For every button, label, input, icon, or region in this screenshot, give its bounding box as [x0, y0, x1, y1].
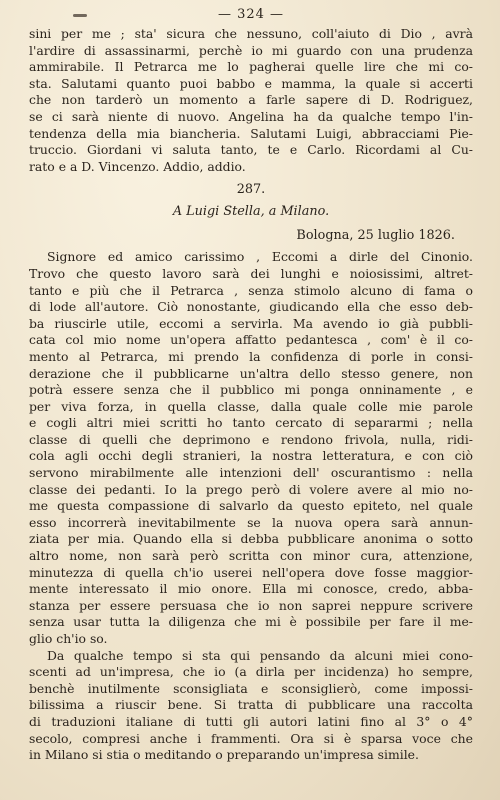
text-line: e cogli altri miei scritti ho tanto cercato di separarmi ; nella [29, 415, 473, 431]
text-line: classe di quelli che deprimono e rendono frivola, nulla, ridi- [29, 431, 473, 447]
page-header [29, 4, 473, 26]
letter-dateline: Bologna, 25 luglio 1826. [296, 228, 455, 244]
text-line: mento al Petrarca, mi prendo la confidenza di porle in consi- [29, 348, 473, 364]
text-line: Da qualche tempo si sta qui pensando da alcuni miei cono- [47, 647, 473, 663]
page-number: — 324 — [217, 7, 285, 22]
text-line: per viva forza, in quella classe, dalla quale colle mie parole [29, 398, 473, 414]
text-line: glio ch'io so. [29, 631, 108, 646]
text-line: benchè inutilmente sconsigliata e sconsiglierò, come impossi- [29, 680, 473, 696]
letter-addressee: A Luigi Stella, a Milano. [172, 204, 330, 220]
text-line: ziata per mia. Quando ella si debba pubblicare anonima o sotto [29, 531, 473, 547]
text-line: tendenza della mia biancheria. Salutami Luigi, abbracciami Pie- [29, 125, 473, 141]
text-line: cata col mio nome un'opera affatto pedantesca , com' è il co- [29, 332, 473, 348]
text-line: scenti ad un'impresa, che io (a dirla per incidenza) ho sempre, [29, 664, 473, 680]
paragraph-letter-body-2 [29, 648, 473, 764]
text-line: sta. Salutami quanto puoi babbo e mamma, la quale si accerti [29, 75, 473, 91]
text-line: derazione che il pubblicarne un'altra dello stesso genere, non [29, 365, 473, 381]
text-line: se ci sarà niente di nuovo. Angelina ha da qualche tempo l'in- [29, 108, 473, 124]
letter-number: 287. [236, 182, 266, 198]
text-line: tanto e più che il Petrarca , senza stimolo alcuno di fama o [29, 282, 473, 298]
text-line: cola agli occhi degli stranieri, la nostra letteratura, e con ciò [29, 448, 473, 464]
text-line: sini per me ; sta' sicura che nessuno, coll'aiuto di Dio , avrà [29, 26, 473, 41]
text-line: ba riuscirle utile, eccomi a servirla. Ma avendo io già pubbli- [29, 315, 473, 331]
text-line: esso incorrerà inevitabilmente se la nuova opera sarà annun- [29, 514, 473, 530]
text-line: classe dei pedanti. Io la prego però di volere avere al mio no- [29, 481, 473, 497]
text-line: bilissima a riuscir bene. Si tratta di pubblicare una raccolta [29, 697, 473, 713]
text-line: secolo, compresi anche i frammenti. Ora si è sparsa voce che [29, 730, 473, 746]
paragraph-letter-body-1 [29, 249, 473, 647]
text-line: truccio. Giordani vi saluta tanto, te e Carlo. Ricordami al Cu- [29, 142, 473, 158]
text-line: ammirabile. Il Petrarca me lo pagherai quelle lire che mi co- [29, 59, 473, 75]
book-page [29, 4, 473, 764]
text-line: senza usar tutta la diligenza che mi è possibile per fare il me- [29, 614, 473, 630]
text-line: rato e a D. Vincenzo. Addio, addio. [29, 158, 246, 174]
text-line: l'ardire di assassinarmi, perchè io mi guardo con una prudenza [29, 42, 473, 58]
text-line: che non tarderò un momento a farle sapere di D. Rodriguez, [29, 92, 473, 108]
text-line: mente interessato il mio onore. Ella mi conosce, credo, abba- [29, 581, 473, 597]
text-line: minutezza di quella ch'io userei nell'opera dove fosse maggior- [29, 564, 473, 580]
text-line: servono mirabilmente alle intenzioni dell' oscurantismo : nella [29, 465, 473, 481]
text-line: di lode all'autore. Ciò nonostante, giudicando ella che esso deb- [29, 299, 473, 315]
paragraph-closing-previous-letter [29, 26, 473, 175]
text-line: in Milano si stia o meditando o preparando un'impresa simile. [29, 747, 419, 763]
text-line: Trovo che questo lavoro sarà dei lunghi e noiosissimi, altret- [29, 265, 473, 281]
text-line: stanza per essere persuasa che io non saprei neppure scrivere [29, 597, 473, 613]
text-line: altro nome, non sarà però scritta con minor cura, attenzione, [29, 548, 473, 564]
text-line: Signore ed amico carissimo , Eccomi a dirle del Cinonio. [47, 249, 473, 265]
ink-smudge [73, 14, 87, 17]
text-line: potrà essere senza che il pubblico mi ponga onninamente , e [29, 382, 473, 398]
text-line: di traduzioni italiane di tutti gli autori latini fino al 3° o 4° [29, 713, 473, 729]
text-line: me questa compassione di salvarlo da questo epiteto, nel quale [29, 498, 473, 514]
